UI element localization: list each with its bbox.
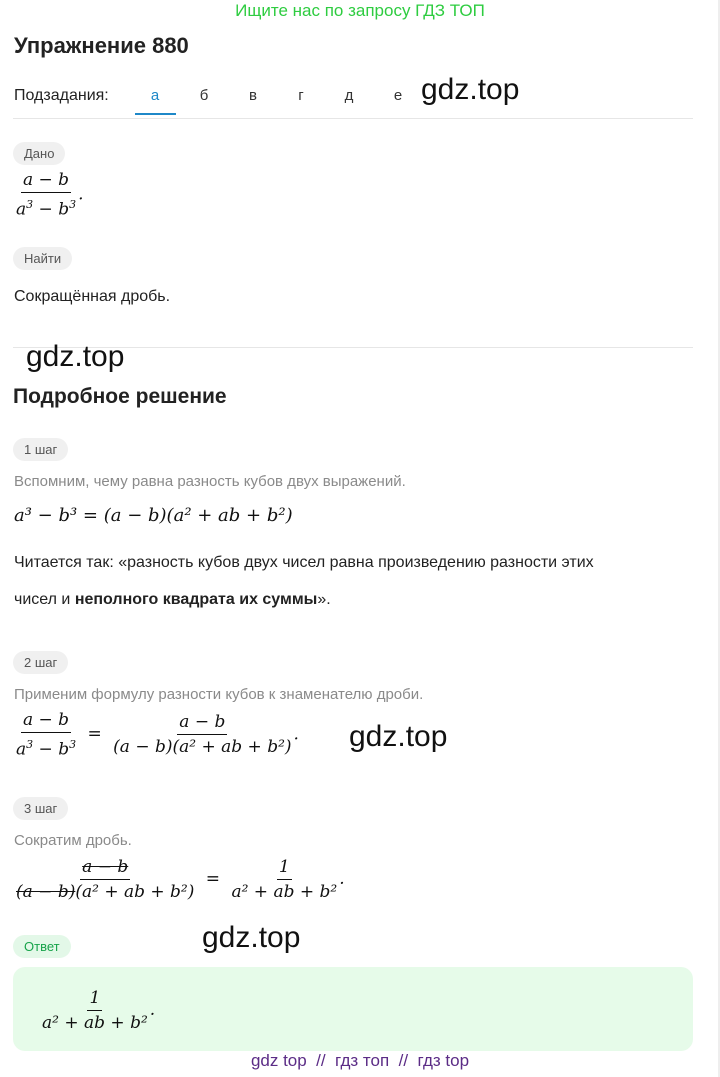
step-equation: $\frac{a - b}{\text{(a − b)(a² + ab + b²)}}$ = $\frac{1}{\text{a² + ab + b²}}$ . [16,857,345,902]
fraction-numerator: 1 [87,986,102,1011]
promo-banner: Ищите нас по запросу ГДЗ ТОП [235,1,485,20]
step-hint: Применим формулу разности кубов к знаменателю дроби. [14,686,424,703]
step-hint: Вспомним, чему равна разность кубов двух выражений. [14,473,406,490]
fraction-denominator: (a − b)(a² + ab + b²) [16,882,195,902]
fraction-denominator: $a^3 - b^3$ [16,738,77,760]
given-numerator: a − b [21,168,71,193]
answer-pill: Ответ [13,935,71,958]
active-tab-indicator [135,113,176,115]
tab-a[interactable]: а [150,87,160,104]
given-expression: $\frac{a - b}{a^3 - b^3}$ . [16,170,84,220]
find-pill: Найти [13,247,72,270]
solution-title: Подробное решение [13,385,227,408]
tab-v[interactable]: в [249,87,257,104]
step-text: Читается так: «разность кубов двух чисел равна произведению разности этих [14,554,594,571]
watermark: gdz.top [202,921,301,954]
footer-watermark: gdz top // гдз топ // гдз top [250,1051,470,1070]
step-pill: 3 шаг [13,797,68,820]
step-hint: Сократим дробь. [14,832,132,849]
fraction-denominator: a² + ab + b² [42,1013,148,1033]
watermark: gdz.top [421,73,520,106]
step-pill: 1 шаг [13,438,68,461]
given-denominator: $a^3 - b^3$ [16,198,77,220]
fraction-denominator: a² + ab + b² [231,882,338,902]
step-pill: 2 шаг [13,651,68,674]
divider [13,118,693,119]
step-formula: a³ − b³ = (a − b)(a² + ab + b²) [14,505,293,526]
tab-b[interactable]: б [199,87,209,104]
page-title: Упражнение 880 [14,33,189,58]
tab-g[interactable]: г [298,87,304,104]
watermark: gdz.top [26,340,125,373]
tab-d[interactable]: д [344,87,354,104]
fraction-numerator: a − b [21,708,71,733]
watermark: gdz.top [349,720,448,753]
step-text-line2: чисел и неполного квадрата их суммы». [14,591,331,608]
fraction-numerator: 1 [277,855,292,880]
answer-expression: $\frac{1}{\text{a² + ab + b²}}$ . [42,988,156,1033]
given-pill: Дано [13,142,65,165]
fraction-numerator: a − b [80,855,130,880]
subtasks-label: Подзадания: [14,87,109,104]
step-equation: $\frac{a - b}{a^3 - b^3}$ = $\frac{a - b}{\text{(a − b)(a² + ab + b²)}}$ . [16,710,299,760]
tab-e[interactable]: е [393,87,403,104]
fraction-denominator: (a − b)(a² + ab + b²) [113,737,292,758]
fraction-numerator: a − b [177,710,227,735]
find-text: Сокращённая дробь. [14,288,171,305]
